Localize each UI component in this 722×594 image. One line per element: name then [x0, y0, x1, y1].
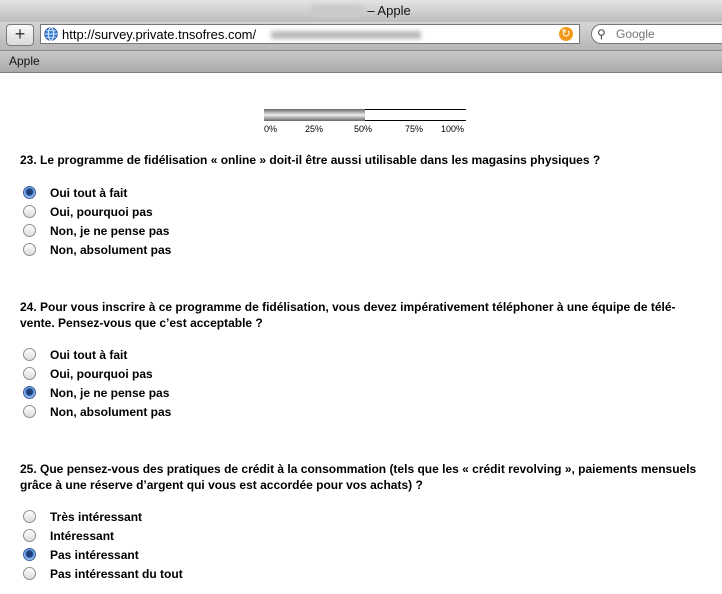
- browser-toolbar: [0, 22, 722, 51]
- search-icon: ⚲: [597, 27, 606, 41]
- radio-button[interactable]: [23, 224, 36, 237]
- radio-button[interactable]: [23, 386, 36, 399]
- window-titlebar: [0, 0, 722, 23]
- progress-tick-25: 25%: [305, 124, 324, 134]
- option-label: Non, absolument pas: [50, 405, 172, 419]
- question-25: 25. Que pensez-vous des pratiques de crédit à la consommation (tels que les « crédit revolving », paiements mensuels grâce à une réserve d’argent qui vous est accordée pour vos achats) ?: [20, 462, 697, 492]
- window-title: [0, 3, 722, 18]
- progress-tick-50: 50%: [354, 124, 373, 134]
- question-23: 23. Le programme de fidélisation « online » doit-il être aussi utilisable dans les magasins physiques ?: [20, 153, 601, 167]
- search-field[interactable]: [591, 24, 722, 44]
- progress-bar: [264, 109, 466, 121]
- progress-fill: [264, 109, 365, 121]
- option-label: Non, je ne pense pas: [50, 224, 170, 238]
- option-label: Oui tout à fait: [50, 186, 128, 200]
- radio-button[interactable]: [23, 529, 36, 542]
- radio-button[interactable]: [23, 348, 36, 361]
- url-text[interactable]: http://survey.private.tnsofres.com/: [62, 27, 257, 42]
- radio-button[interactable]: [23, 548, 36, 561]
- radio-button[interactable]: [23, 243, 36, 256]
- option-label: Non, absolument pas: [50, 243, 172, 257]
- add-bookmark-button[interactable]: +: [6, 24, 34, 46]
- redacted-url-fragment: [271, 31, 421, 39]
- reload-icon[interactable]: ↻: [559, 27, 573, 41]
- option-label: Non, je ne pense pas: [50, 386, 170, 400]
- option-label: Pas intéressant: [50, 548, 139, 562]
- option-label: Pas intéressant du tout: [50, 567, 183, 581]
- radio-button[interactable]: [23, 186, 36, 199]
- search-input[interactable]: [614, 26, 722, 42]
- radio-button[interactable]: [23, 205, 36, 218]
- globe-icon: [44, 27, 58, 41]
- bookmark-apple[interactable]: Apple: [9, 54, 40, 68]
- page-content: [0, 73, 722, 594]
- question-24: 24. Pour vous inscrire à ce programme de fidélisation, vous devez impérativement téléphoner à une équipe de télé-vente. Pensez-vous que c’est acceptable ?: [20, 300, 676, 330]
- option-label: Oui, pourquoi pas: [50, 367, 153, 381]
- radio-button[interactable]: [23, 510, 36, 523]
- progress-labels: [264, 124, 474, 134]
- progress-tick-0: 0%: [264, 124, 278, 134]
- redacted-title-fragment: [311, 5, 363, 16]
- progress-tick-100: 100%: [441, 124, 465, 134]
- window-title-text: – Apple: [367, 3, 411, 18]
- progress-tick-75: 75%: [405, 124, 424, 134]
- radio-button[interactable]: [23, 405, 36, 418]
- address-bar[interactable]: [40, 24, 580, 44]
- option-label: Oui tout à fait: [50, 348, 128, 362]
- bookmarks-bar: [0, 51, 722, 73]
- radio-button[interactable]: [23, 367, 36, 380]
- radio-button[interactable]: [23, 567, 36, 580]
- option-label: Très intéressant: [50, 510, 143, 524]
- option-label: Intéressant: [50, 529, 115, 543]
- option-label: Oui, pourquoi pas: [50, 205, 153, 219]
